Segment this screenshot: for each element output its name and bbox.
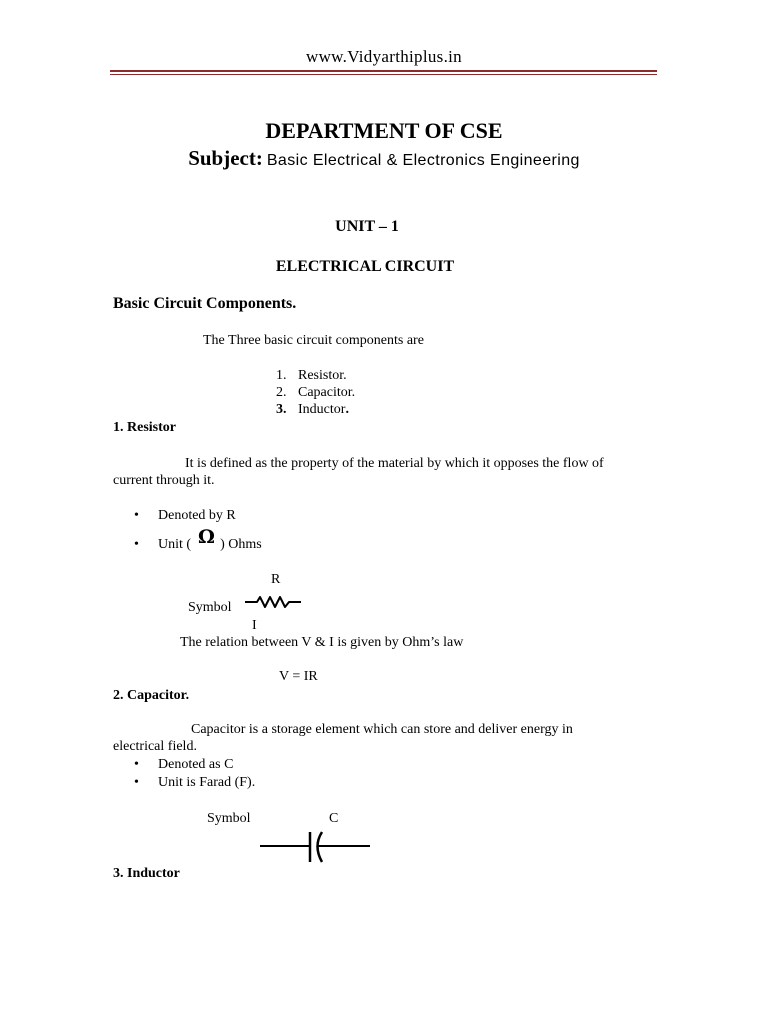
subject-value: Basic Electrical & Electronics Engineering (266, 152, 580, 169)
bullet-denoted-r: • Denoted by R (158, 508, 236, 524)
bullet-denoted-c: • Denoted as C (158, 757, 233, 773)
inductor-heading: 3. Inductor (113, 866, 180, 881)
section-heading: Basic Circuit Components. (113, 295, 297, 312)
ohm-icon: Ω (198, 526, 215, 548)
list-label: Inductor (298, 402, 346, 417)
unit-title: UNIT – 1 (335, 218, 399, 235)
capacitor-definition-line2: electrical field. (113, 739, 197, 754)
resistor-symbol-icon (245, 594, 305, 610)
capacitor-symbol-icon (260, 831, 372, 863)
department-title: DEPARTMENT OF CSE (265, 118, 503, 143)
resistor-symbol-r-label: R (271, 572, 281, 587)
resistor-definition (113, 455, 653, 489)
capacitor-definition (113, 721, 653, 755)
ohm-law-formula: V = IR (279, 669, 318, 684)
header-rule-thin (110, 74, 657, 75)
site-url: www.Vidyarthiplus.in (306, 47, 462, 66)
list-item (276, 367, 355, 384)
header-rule-thick (110, 70, 657, 72)
intro-text: The Three basic circuit components are (203, 333, 424, 348)
list-number: 1. (276, 368, 287, 383)
list-item (276, 401, 355, 418)
resistor-definition-line1: It is defined as the property of the material by which it opposes the flow of (185, 456, 604, 471)
resistor-heading: 1. Resistor (113, 420, 176, 435)
unit-close-text: ) Ohms (220, 537, 262, 552)
subject-label: Subject: (188, 146, 263, 170)
subject-line (0, 146, 768, 171)
capacitor-definition-line1: Capacitor is a storage element which can store and deliver energy in (191, 722, 573, 737)
list-item (276, 384, 356, 401)
list-label: Resistor. (298, 368, 347, 383)
list-label: Capacitor. (298, 385, 356, 400)
component-list (276, 367, 356, 418)
chapter-title: ELECTRICAL CIRCUIT (275, 258, 455, 275)
unit-open-text: Unit ( (158, 537, 192, 552)
list-number: 2. (276, 385, 287, 400)
resistor-definition-line2: current through it. (113, 473, 215, 488)
resistor-symbol-i-label: I (252, 618, 257, 633)
ohm-law-text: The relation between V & I is given by Ohm’s law (180, 635, 464, 650)
list-number: 3. (276, 402, 287, 417)
list-label-suffix: . (345, 402, 349, 417)
resistor-symbol-label: Symbol (188, 600, 232, 615)
capacitor-symbol-c-label: C (329, 811, 339, 826)
capacitor-heading: 2. Capacitor. (113, 688, 190, 703)
bullet-unit-farad: • Unit is Farad (F). (158, 775, 255, 791)
capacitor-symbol-label: Symbol (207, 811, 251, 826)
